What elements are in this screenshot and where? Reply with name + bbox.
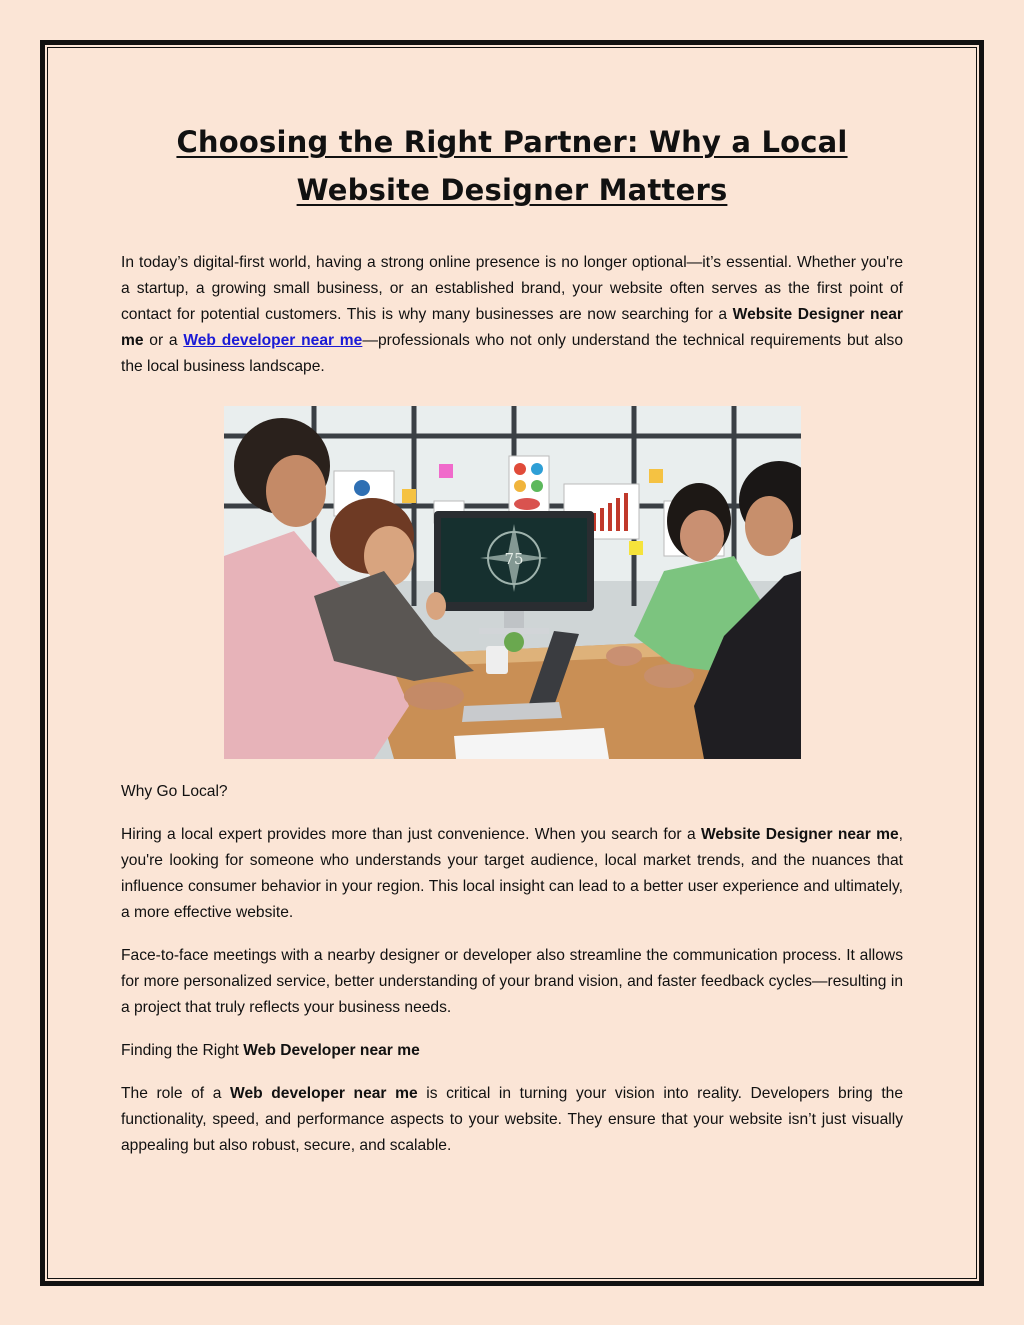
intro-text-1: In today’s digital-first world, having a strong online presence is no longer optional—it’s essential. Whether you're a startup, a growing small business, or an established brand, your website often serves as the first point of contact for potential customers. This is why many businesses are now searching for a	[121, 254, 903, 323]
document-body	[121, 118, 903, 1159]
intro-text-2: or a	[143, 332, 184, 349]
section2-paragraph	[121, 1081, 903, 1159]
section-heading-why-go-local: Why Go Local?	[121, 783, 228, 800]
section1-paragraph-1	[121, 822, 903, 926]
section-heading-finding	[121, 1038, 903, 1064]
section2-bold-keyword: Web developer near me	[230, 1085, 418, 1102]
section1-bold-keyword: Website Designer near me	[700, 826, 899, 843]
section1-text-2: , you're looking for someone who understands your target audience, local market trends, and the nuances that influence consumer behavior in your region. This local insight can lead to a better user experience and ultimately, a more effective website.	[121, 826, 903, 921]
section1-text-1: Hiring a local expert provides more than just convenience. When you search for a	[121, 826, 701, 843]
web-developer-link[interactable]: Web developer near me	[183, 332, 363, 349]
office-meeting-photo	[224, 406, 801, 759]
intro-paragraph	[121, 250, 903, 380]
section2-text-2: is critical in turning your vision into reality. Developers bring the functionality, speed, and performance aspects to your website. They ensure that your website isn’t just visually appealing but also robust, secure, and scalable.	[121, 1085, 903, 1154]
intro-bold-keyword: Website Designer near me	[121, 306, 903, 349]
document-title: Choosing the Right Partner: Why a Local Website Designer Matters	[176, 125, 848, 207]
section2-text-1: The role of a	[121, 1085, 231, 1102]
section1-paragraph-2: Face-to-face meetings with a nearby designer or developer also streamline the communication process. It allows for more personalized service, better understanding of your brand vision, and faster feedback cycles—resulting in a project that truly reflects your business needs.	[121, 947, 903, 1016]
section2-heading-text: Finding the Right	[121, 1042, 244, 1059]
intro-text-3: —professionals who not only understand the technical requirements but also the local business landscape.	[121, 332, 903, 375]
section2-heading-bold: Web Developer near me	[243, 1042, 420, 1059]
monitor-badge-text: 75	[503, 550, 524, 568]
